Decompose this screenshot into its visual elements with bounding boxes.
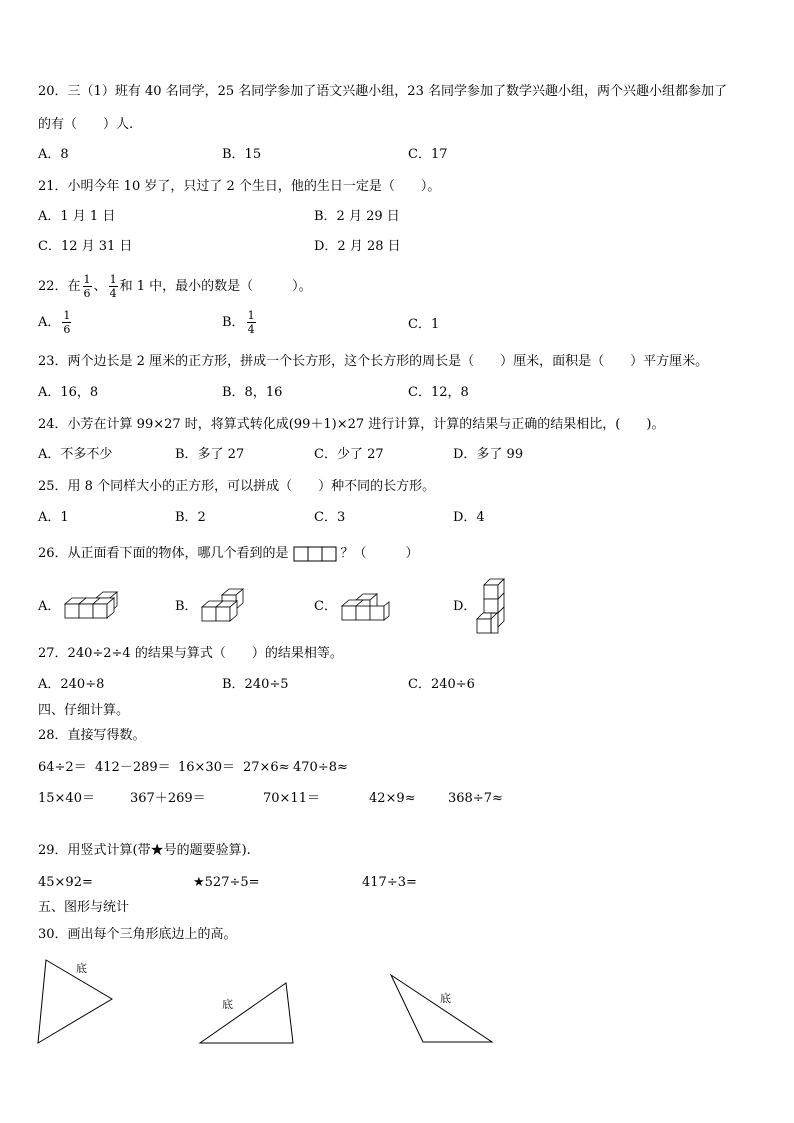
q25-option-a[interactable]: A．1	[38, 510, 69, 525]
q29-title: 29．用竖式计算(带★号的题要验算).	[38, 843, 251, 858]
cube-figure-b-icon	[198, 585, 252, 623]
q26-suffix: ？（ ）	[340, 546, 419, 561]
q20-text-line2: 的有（ ）人.	[38, 117, 134, 132]
q22-prefix: 22．在	[38, 279, 81, 294]
q27-option-a[interactable]: A．240÷8	[38, 677, 105, 692]
fraction-one-sixth: $\frac{1}{6}$	[63, 309, 71, 336]
q28-item: 412－289＝	[95, 760, 171, 775]
q25-text: 25．用 8 个同样大小的正方形，可以拼成（ ）种不同的长方形。	[38, 479, 436, 494]
q21-option-a[interactable]: A．1 月 1 日	[38, 209, 116, 224]
q21-option-b[interactable]: B．2 月 29 日	[314, 209, 400, 224]
q30-title: 30．画出每个三角形底边上的高。	[38, 927, 237, 942]
q24-text: 24．小芳在计算 99×27 时，将算式转化成(99＋1)×27 进行计算，计算的结果与正确的结果相比，( )。	[38, 417, 665, 432]
q23-option-b[interactable]: B．8，16	[222, 385, 283, 400]
q28-item: 15×40＝	[38, 791, 95, 806]
section-4-heading: 四、仔细计算。	[38, 703, 130, 718]
triangle-3[interactable]	[388, 972, 498, 1048]
q24-option-d[interactable]: D．多了 99	[453, 447, 524, 462]
cube-figure-d-icon	[474, 577, 508, 637]
q21-option-d[interactable]: D．2 月 28 日	[314, 239, 401, 254]
q22-option-a-label: A．	[38, 315, 61, 330]
q22-mid: 和 1 中，最小的数是（ ）。	[119, 279, 312, 294]
q27-text: 27．240÷2÷4 的结果与算式（ ）的结果相等。	[38, 646, 343, 661]
three-squares-icon	[293, 546, 339, 562]
base-label: 底	[440, 992, 451, 1005]
q21-option-c[interactable]: C．12 月 31 日	[38, 239, 133, 254]
q20-option-c[interactable]: C．17	[408, 147, 448, 162]
q24-option-a[interactable]: A．不多不少	[38, 447, 113, 462]
q29-item: 417÷3=	[362, 875, 417, 890]
base-label: 底	[76, 962, 87, 975]
q24-option-c[interactable]: C．少了 27	[314, 447, 384, 462]
cube-figure-a-icon	[60, 590, 122, 620]
q26-prefix: 26．从正面看下面的物体，哪几个看到的是	[38, 546, 289, 561]
q21-text: 21．小明今年 10 岁了，只过了 2 个生日，他的生日一定是（ ）。	[38, 179, 441, 194]
q28-item: 27×6≈	[243, 760, 290, 775]
q22-sep: 、	[93, 279, 107, 294]
q20-option-a[interactable]: A．8	[38, 147, 69, 162]
q26-option-a[interactable]: A．	[38, 599, 61, 614]
q27-option-c[interactable]: C．240÷6	[408, 677, 475, 692]
fraction-one-sixth: $\frac{1}{6}$	[83, 273, 91, 300]
q28-item: 16×30＝	[178, 760, 235, 775]
q26-option-c[interactable]: C．	[314, 599, 337, 614]
section-5-heading: 五、图形与统计	[38, 900, 130, 915]
q23-text: 23．两个边长是 2 厘米的正方形，拼成一个长方形，这个长方形的周长是（ ）厘米，面积是（ ）平方厘米。	[38, 354, 709, 369]
fraction-one-quarter: $\frac{1}{4}$	[247, 309, 255, 336]
triangle-2[interactable]	[196, 980, 296, 1046]
q23-option-a[interactable]: A．16，8	[38, 385, 99, 400]
q29-item: 45×92=	[38, 875, 93, 890]
q28-title: 28．直接写得数。	[38, 728, 146, 743]
q22-option-c[interactable]: C．1	[408, 317, 440, 332]
q29-item: ★527÷5=	[193, 875, 260, 890]
q28-item: 367＋269＝	[130, 791, 206, 806]
q27-option-b[interactable]: B．240÷5	[222, 677, 289, 692]
q22-text	[38, 272, 312, 302]
base-label: 底	[222, 998, 233, 1011]
q22-option-b[interactable]	[222, 308, 258, 338]
q28-item: 70×11＝	[263, 791, 320, 806]
q28-item: 368÷7≈	[448, 791, 503, 806]
q28-item: 470÷8≈	[293, 760, 348, 775]
q23-option-c[interactable]: C．12，8	[408, 385, 469, 400]
q22-option-b-label: B．	[222, 315, 245, 330]
q25-option-b[interactable]: B．2	[175, 510, 206, 525]
q25-option-c[interactable]: C．3	[314, 510, 346, 525]
q26-option-b[interactable]: B．	[175, 599, 198, 614]
q22-option-a[interactable]	[38, 308, 73, 338]
q28-item: 64÷2＝	[38, 760, 87, 775]
q26-option-d[interactable]: D．	[453, 599, 477, 614]
fraction-one-quarter: $\frac{1}{4}$	[109, 273, 117, 300]
cube-figure-c-icon	[338, 590, 392, 624]
q25-option-d[interactable]: D．4	[453, 510, 485, 525]
q26-text	[38, 545, 419, 563]
q24-option-b[interactable]: B．多了 27	[175, 447, 245, 462]
q20-text-line1: 20．三（1）班有 40 名同学，25 名同学参加了语文兴趣小组，23 名同学参加了数学兴趣小组，两个兴趣小组都参加了	[38, 84, 727, 99]
q20-option-b[interactable]: B．15	[222, 147, 262, 162]
q28-item: 42×9≈	[369, 791, 416, 806]
